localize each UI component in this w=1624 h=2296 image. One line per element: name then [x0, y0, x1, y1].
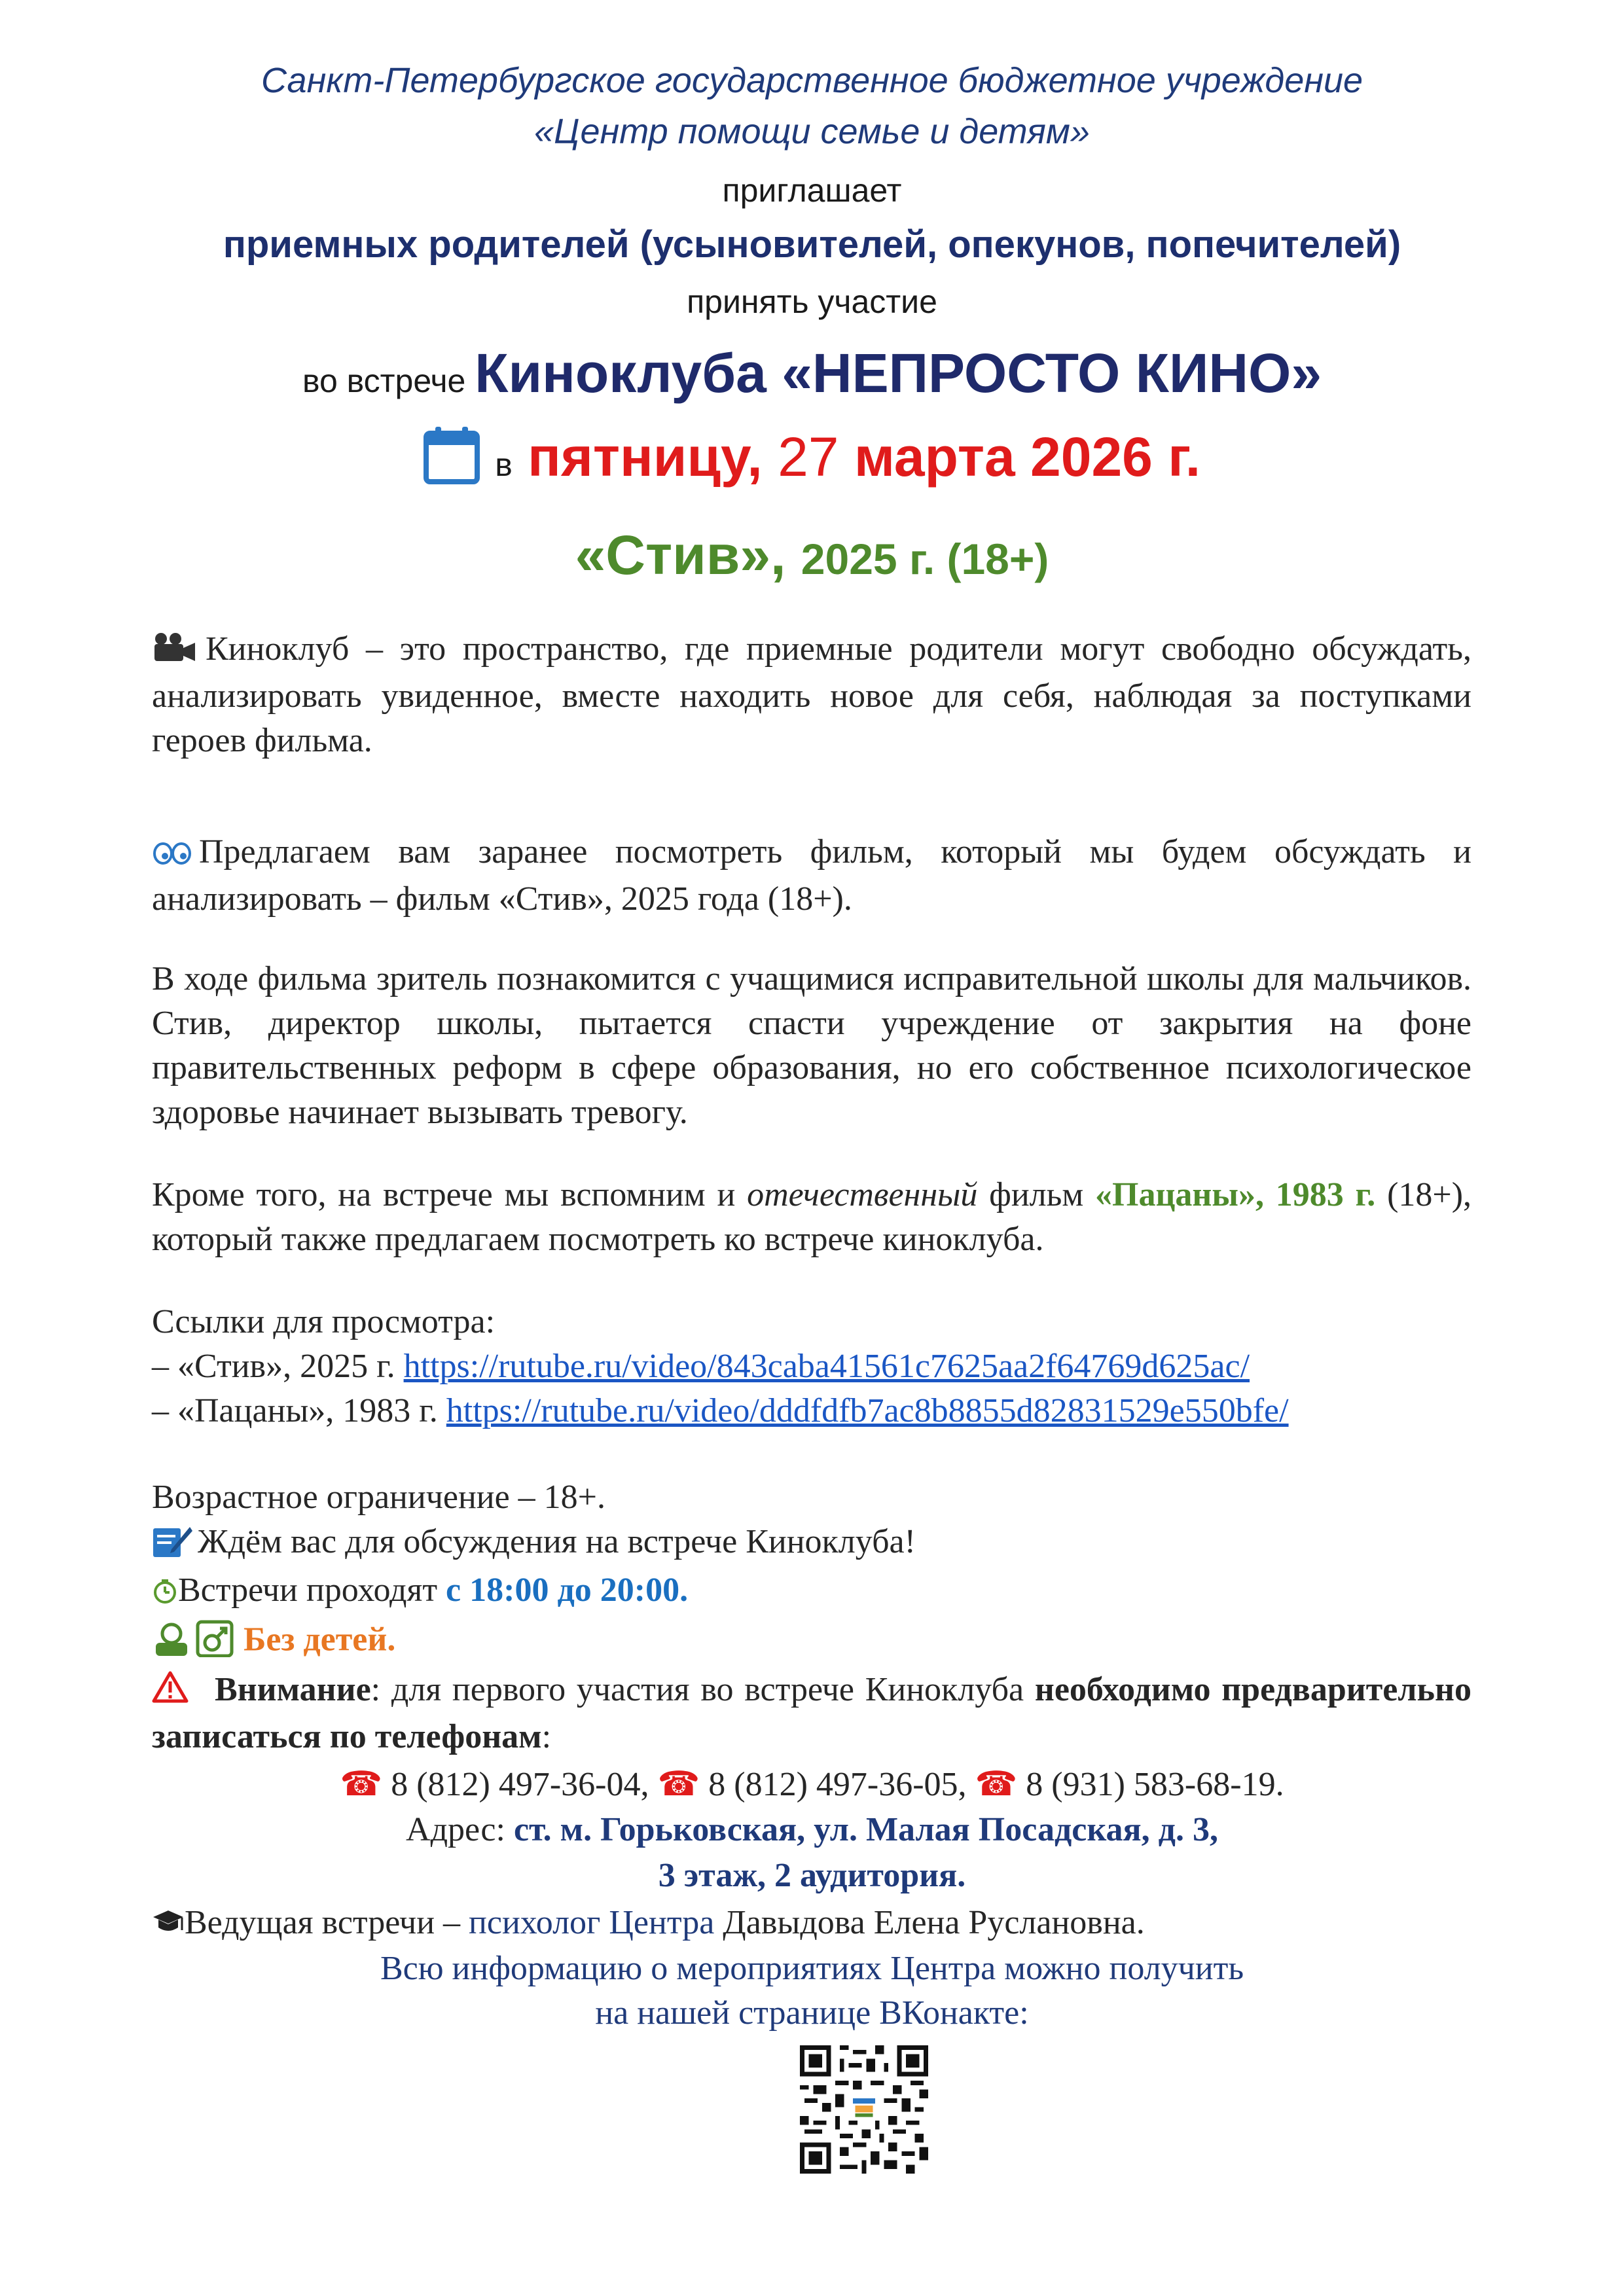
- time-label: Встречи проходят: [178, 1571, 446, 1609]
- attention-text-1: : для первого участия во встрече Киноклуба: [370, 1671, 1035, 1708]
- attention-bold: необходимо предварительно записаться по телефонам: [152, 1671, 1471, 1756]
- no-kids-line: [152, 1619, 395, 1666]
- phones-line: [0, 1765, 1624, 1804]
- time-line: [152, 1571, 688, 1613]
- address-value-1: ст. м. Горьковская, ул. Малая Посадская, д. 3,: [513, 1811, 1218, 1848]
- info-line2: на нашей странице ВКонакте:: [595, 1994, 1029, 2032]
- intro-text: Киноклуб – это пространство, где приемные родители могут свободно обсуждать, анализировать увиденное, вместе находить новое для себя, наблюдая за поступками героев фильма.: [152, 630, 1471, 760]
- clock-icon: [152, 1574, 178, 1613]
- meeting-prefix: во встрече: [302, 363, 466, 399]
- links-title: Ссылки для просмотра:: [152, 1303, 496, 1340]
- org-name-line1: Санкт-Петербургское государственное бюджетное учреждение: [261, 61, 1363, 100]
- date-weekday: пятницу,: [528, 426, 763, 488]
- film-title: «Стив»,: [575, 524, 786, 586]
- graduation-cap-icon: [152, 1907, 185, 1945]
- no-kids-text: Без детей.: [244, 1621, 396, 1659]
- plot-paragraph: В ходе фильма зритель познакомится с учащимися исправительной школы для мальчиков. Стив, директор школы, пытается спасти учреждение от закрытия на фоне правительственных реформ в сфере образования, но его собственное психологическое здоровье начинает вызывать тревогу.: [152, 960, 1471, 1131]
- club-name: Киноклуба «НЕПРОСТО КИНО»: [475, 342, 1322, 404]
- calendar-icon: [424, 425, 480, 497]
- date-prefix: в: [495, 446, 513, 484]
- phone-icon: ☎: [975, 1766, 1018, 1803]
- host-label: Ведущая встречи –: [185, 1904, 469, 1941]
- meeting-line: [0, 342, 1624, 405]
- host-role: психолог Центра: [469, 1904, 715, 1941]
- wait-line: [152, 1522, 916, 1567]
- org-name-line2: «Центр помощи семье и детям»: [534, 112, 1090, 151]
- take-part-text: принять участие: [687, 283, 937, 320]
- also-text-3: (18+), который также предлагаем посмотреть ко встрече киноклуба.: [152, 1176, 1472, 1258]
- also-italic: отечественный: [747, 1176, 978, 1213]
- info-line1: Всю информацию о мероприятиях Центра можно получить: [380, 1950, 1244, 1987]
- suggest-paragraph: [152, 830, 1471, 922]
- time-value: с 18:00 до 20:00.: [446, 1571, 689, 1609]
- attention-label: Внимание: [215, 1671, 371, 1708]
- eyes-icon: [152, 833, 192, 877]
- wait-text: Ждём вас для обсуждения на встрече Киноклуба!: [198, 1523, 916, 1560]
- host-name: Давыдова Елена Руслановна.: [714, 1904, 1145, 1941]
- date-line: [0, 425, 1624, 497]
- attention-paragraph: [152, 1668, 1471, 1759]
- film-year: 2025 г. (18+): [801, 535, 1049, 583]
- no-kids-icon: [152, 1619, 236, 1666]
- link2-row: [152, 1391, 1289, 1430]
- camera-icon: [152, 630, 196, 674]
- also-text-1: Кроме того, на встрече мы вспомним и: [152, 1176, 748, 1213]
- intro-paragraph: [152, 627, 1471, 763]
- phone-icon: ☎: [340, 1766, 383, 1803]
- host-line: [152, 1903, 1145, 1945]
- address-line2: 3 этаж, 2 аудитория.: [658, 1857, 966, 1894]
- also-film: «Пацаны», 1983 г.: [1095, 1176, 1376, 1213]
- address-label: Адрес:: [406, 1811, 514, 1848]
- link1-row: [152, 1347, 1250, 1386]
- qr-code[interactable]: [800, 2045, 928, 2174]
- address-line1: [0, 1810, 1624, 1849]
- date-day: 27: [778, 426, 839, 488]
- memo-icon: [152, 1523, 192, 1567]
- attention-text-2: :: [541, 1718, 552, 1756]
- link1-label: – «Стив», 2025 г.: [152, 1348, 404, 1385]
- phone-icon: ☎: [657, 1766, 700, 1803]
- date-month-year: марта 2026 г.: [854, 426, 1201, 488]
- film-line: [0, 524, 1624, 587]
- also-paragraph: [152, 1173, 1471, 1262]
- phone-3: 8 (931) 583-68-19.: [1026, 1766, 1284, 1803]
- invited-parents: приемных родителей (усыновителей, опекунов, попечителей): [223, 223, 1401, 266]
- age-restriction: Возрастное ограничение – 18+.: [152, 1479, 606, 1516]
- link-patsany[interactable]: https://rutube.ru/video/dddfdfb7ac8b8855d82831529e550bfe/: [446, 1392, 1289, 1429]
- invites-text: приглашает: [722, 172, 902, 209]
- link-steve[interactable]: https://rutube.ru/video/843caba41561c7625aa2f64769d625ac/: [403, 1348, 1250, 1385]
- warning-icon: [152, 1670, 189, 1715]
- suggest-text: Предлагаем вам заранее посмотреть фильм, который мы будем обсуждать и анализировать – фильм «Стив», 2025 года (18+).: [152, 833, 1471, 918]
- link2-label: – «Пацаны», 1983 г.: [152, 1392, 446, 1429]
- also-text-2: фильм: [977, 1176, 1096, 1213]
- phone-1: 8 (812) 497-36-04,: [391, 1766, 649, 1803]
- phone-2: 8 (812) 497-36-05,: [708, 1766, 967, 1803]
